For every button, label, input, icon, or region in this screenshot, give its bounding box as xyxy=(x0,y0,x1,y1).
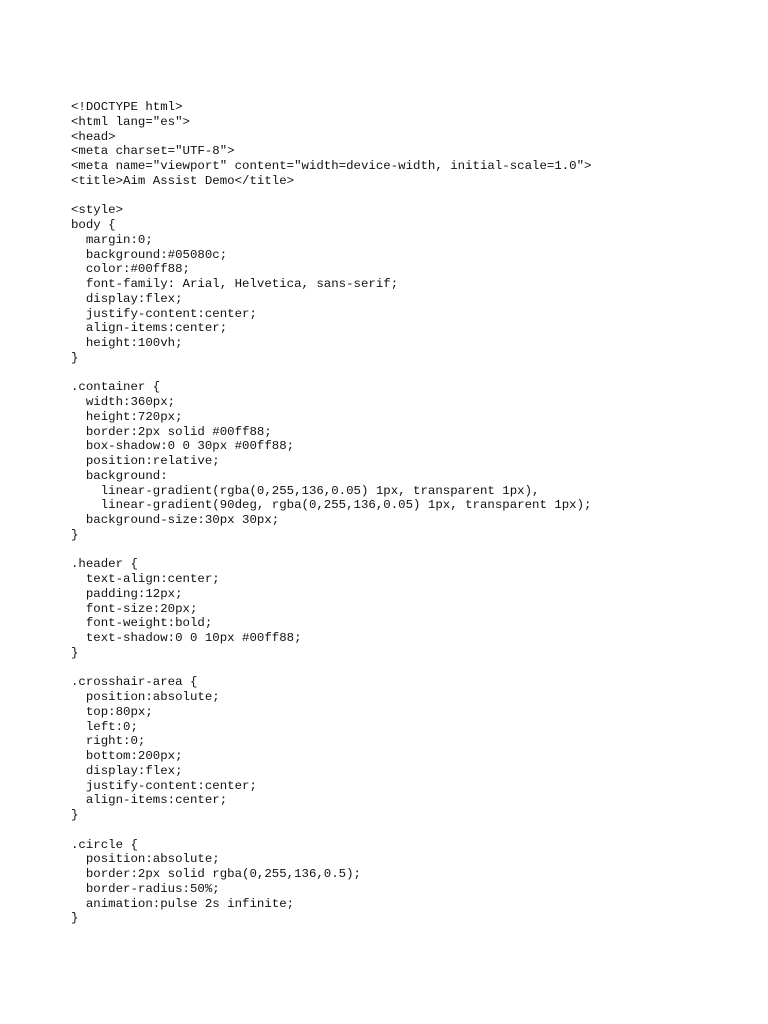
code-line xyxy=(71,661,592,676)
code-line: justify-content:center; xyxy=(71,778,257,793)
code-line: .crosshair-area { xyxy=(71,675,198,690)
code-line: bottom:200px; xyxy=(71,749,183,763)
code-line: body { xyxy=(71,218,116,232)
code-line xyxy=(71,823,592,838)
code-line: font-size:20px; xyxy=(71,601,198,616)
code-line: <meta name="viewport" content="width=device-width, initial-scale=1.0"> xyxy=(71,159,592,173)
code-line: } xyxy=(71,808,79,822)
code-line: .header { xyxy=(71,557,138,572)
code-line: .container { xyxy=(71,380,161,395)
code-line: animation:pulse 2s infinite; xyxy=(71,896,295,911)
code-line: padding:12px; xyxy=(71,586,183,601)
code-line: font-family: Arial, Helvetica, sans-serif; xyxy=(71,277,399,291)
code-line xyxy=(71,543,592,558)
code-line: border-radius:50%; xyxy=(71,881,220,896)
code-line: position:absolute; xyxy=(71,852,220,867)
code-line: width:360px; xyxy=(71,395,176,409)
code-line: } xyxy=(71,350,79,365)
code-line: <head> xyxy=(71,129,116,144)
code-line: display:flex; xyxy=(71,763,183,778)
code-line: position:relative; xyxy=(71,454,220,468)
code-line: box-shadow:0 0 30px #00ff88; xyxy=(71,439,295,454)
code-line: right:0; xyxy=(71,734,146,749)
code-line: text-align:center; xyxy=(71,572,220,586)
code-line: border:2px solid rgba(0,255,136,0.5); xyxy=(71,867,361,881)
code-line: position:absolute; xyxy=(71,690,220,704)
code-line: background-size:30px 30px; xyxy=(71,513,280,527)
code-line: linear-gradient(90deg, rgba(0,255,136,0.05) 1px, transparent 1px); xyxy=(71,498,592,513)
code-line: align-items:center; xyxy=(71,793,228,808)
code-line: font-weight:bold; xyxy=(71,616,213,631)
code-line: } xyxy=(71,645,79,660)
code-line: height:100vh; xyxy=(71,336,183,350)
code-line: margin:0; xyxy=(71,232,153,247)
code-line: linear-gradient(rgba(0,255,136,0.05) 1px, transparent 1px), xyxy=(71,483,540,498)
code-line xyxy=(71,366,592,381)
code-line: display:flex; xyxy=(71,291,183,306)
code-line: height:720px; xyxy=(71,409,183,424)
code-line: <style> xyxy=(71,203,124,218)
code-line: <title>Aim Assist Demo</title> xyxy=(71,173,295,188)
code-line: top:80px; xyxy=(71,704,153,719)
code-line: <!DOCTYPE html> xyxy=(71,100,183,114)
code-line: background: xyxy=(71,468,168,483)
code-line: justify-content:center; xyxy=(71,306,257,321)
code-line: color:#00ff88; xyxy=(71,262,190,277)
code-line: <meta charset="UTF-8"> xyxy=(71,144,235,159)
code-line: <html lang="es"> xyxy=(71,114,190,129)
code-line: } xyxy=(71,527,79,542)
code-line xyxy=(71,189,592,204)
code-line: left:0; xyxy=(71,719,138,734)
code-line: align-items:center; xyxy=(71,321,228,336)
code-line: } xyxy=(71,911,79,926)
code-line: .circle { xyxy=(71,837,138,852)
code-line: border:2px solid #00ff88; xyxy=(71,424,272,439)
code-listing xyxy=(71,100,592,926)
code-line: background:#05080c; xyxy=(71,247,228,262)
code-line: text-shadow:0 0 10px #00ff88; xyxy=(71,631,302,645)
